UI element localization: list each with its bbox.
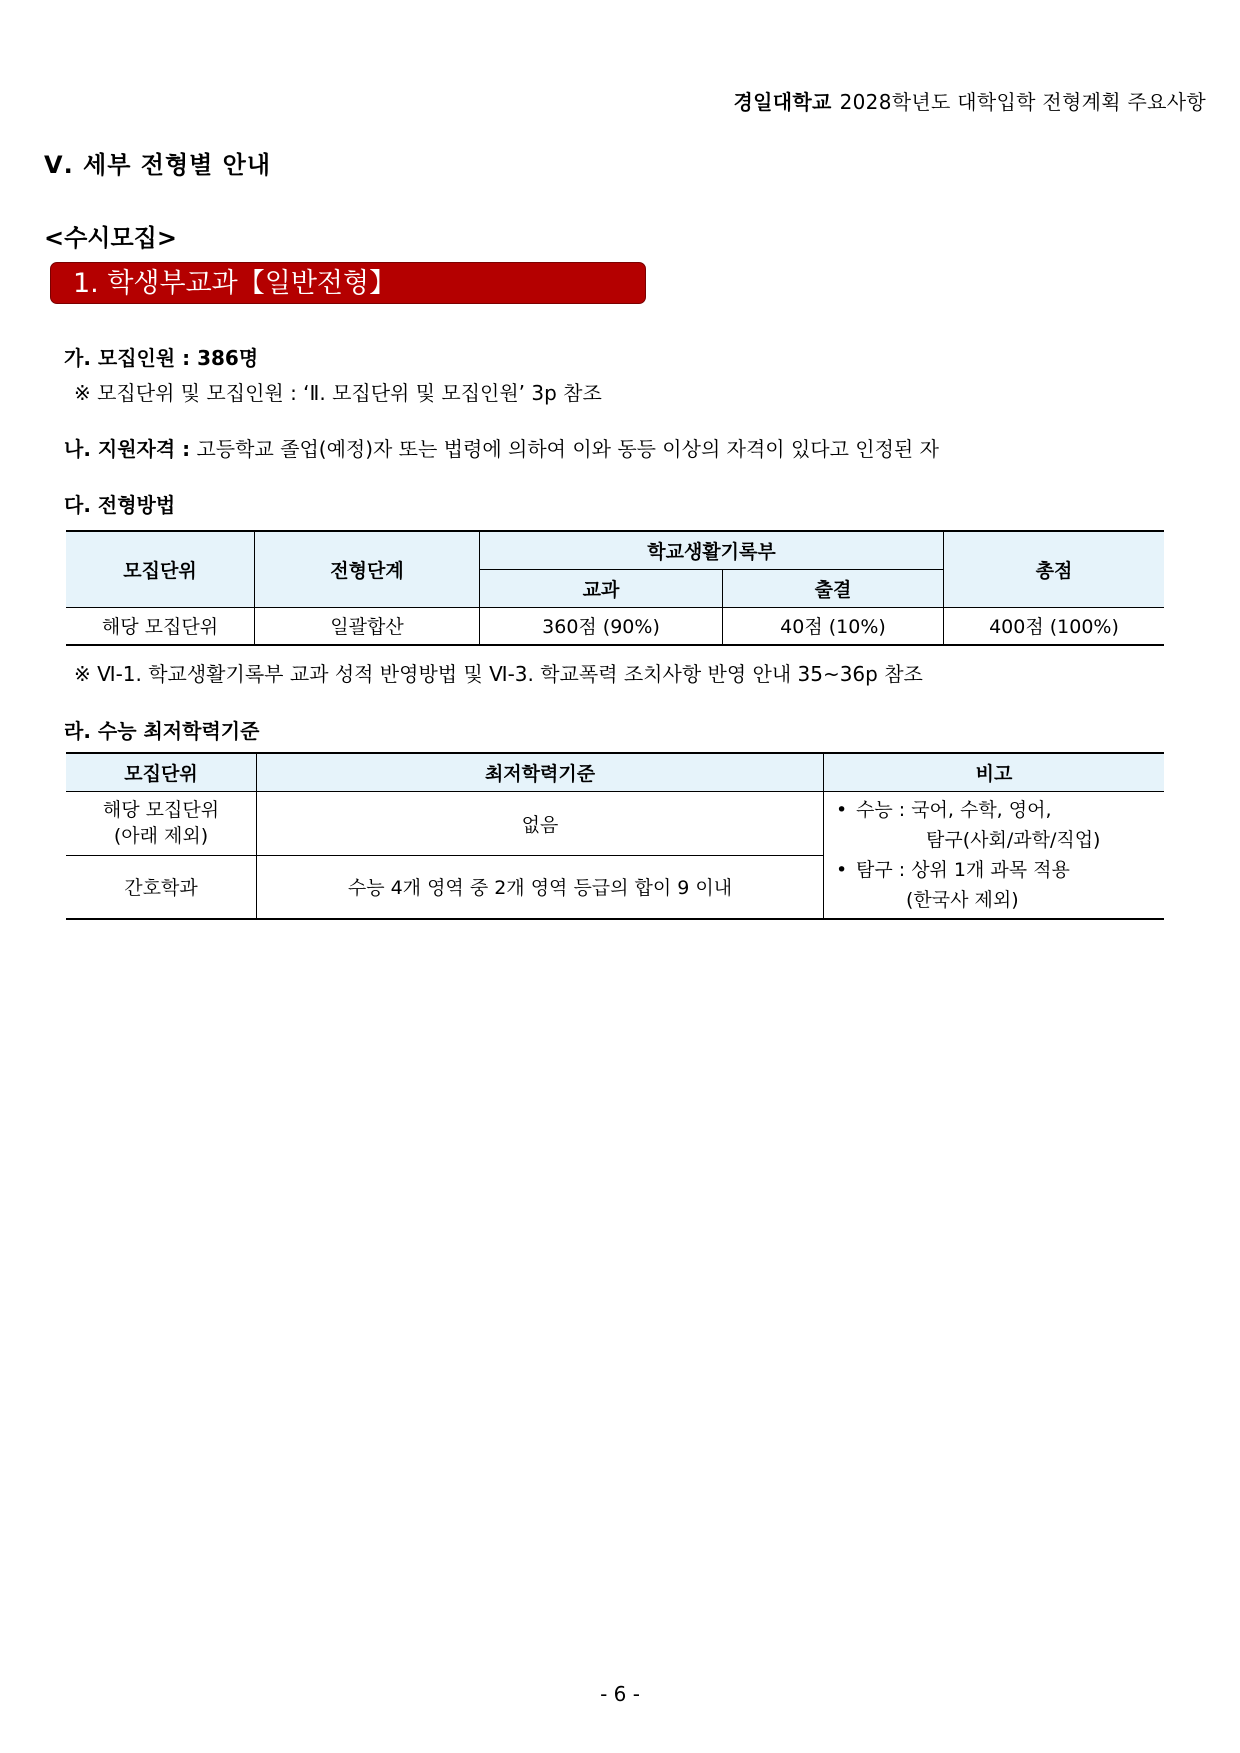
cell-criteria: 수능 4개 영역 중 2개 영역 등급의 합이 9 이내 (257, 855, 824, 919)
cell-unit: 간호학과 (66, 855, 257, 919)
quota-label: 가. 모집인원 : 386명 (64, 346, 259, 370)
cell-attendance: 40점 (10%) (723, 607, 944, 645)
remark-item-cont: 탐구(사회/과학/직업) (926, 828, 1101, 851)
cell-stage: 일괄합산 (255, 607, 480, 645)
university-name: 경일대학교 (733, 90, 832, 114)
cell-unit (66, 791, 257, 855)
section-title: Ⅴ. 세부 전형별 안내 (44, 151, 272, 179)
th-unit: 모집단위 (66, 531, 255, 607)
method-label: 다. 전형방법 (64, 493, 176, 517)
th-total: 총점 (944, 531, 1165, 607)
eligibility-line (64, 433, 939, 462)
method-note: ※ Ⅵ-1. 학교생활기록부 교과 성적 반영방법 및 Ⅵ-3. 학교폭력 조치사항 반영 안내 35~36p 참조 (74, 662, 923, 686)
table-row (66, 791, 1164, 855)
remark-item: • 수능 : 국어, 수학, 영어, (836, 795, 1164, 825)
cell-subject: 360점 (90%) (480, 607, 723, 645)
cell-remarks (824, 791, 1165, 919)
admission-banner: 1. 학생부교과【일반전형】 (50, 262, 646, 304)
unit-line-2: (아래 제외) (113, 825, 209, 847)
min-criteria-table (66, 752, 1164, 920)
selection-method-table (66, 530, 1164, 646)
page-number: - 6 - (600, 1682, 640, 1706)
header-subtitle: 2028학년도 대학입학 전형계획 주요사항 (839, 90, 1206, 114)
eligibility-label: 나. 지원자격 : (64, 437, 191, 461)
table-row (66, 607, 1164, 645)
th-subject: 교과 (480, 569, 723, 607)
page-header (734, 86, 1206, 115)
min-criteria-label: 라. 수능 최저학력기준 (64, 719, 260, 743)
cell-criteria: 없음 (257, 791, 824, 855)
quota-note: ※ 모집단위 및 모집인원 : ‘Ⅱ. 모집단위 및 모집인원’ 3p 참조 (74, 381, 602, 405)
eligibility-text: 고등학교 졸업(예정)자 또는 법령에 의하여 이와 동등 이상의 자격이 있다고 인정된 자 (196, 437, 939, 461)
th-stage: 전형단계 (255, 531, 480, 607)
th-record: 학교생활기록부 (480, 531, 944, 569)
th-remarks: 비고 (824, 753, 1165, 791)
th-criteria: 최저학력기준 (257, 753, 824, 791)
recruit-title: <수시모집> (44, 224, 177, 252)
cell-total: 400점 (100%) (944, 607, 1165, 645)
remark-item-cont: (한국사 제외) (906, 888, 1019, 911)
unit-line-1: 해당 모집단위 (102, 799, 220, 821)
th-unit: 모집단위 (66, 753, 257, 791)
cell-unit: 해당 모집단위 (66, 607, 255, 645)
remark-item: • 탐구 : 상위 1개 과목 적용 (836, 855, 1164, 885)
th-attendance: 출결 (723, 569, 944, 607)
